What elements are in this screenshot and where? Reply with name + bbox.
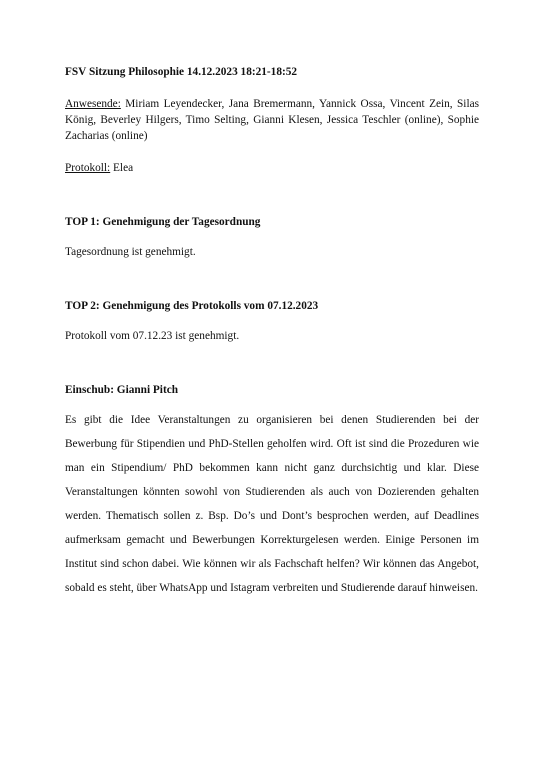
document-title: FSV Sitzung Philosophie 14.12.2023 18:21-18:52 [65, 66, 298, 78]
einschub-heading: Einschub: Gianni Pitch [65, 384, 179, 396]
top1-body: Tagesordnung ist genehmigt. [65, 246, 196, 258]
protocol-author: Elea [110, 162, 134, 174]
top2-heading: TOP 2: Genehmigung des Protokolls vom 07.12.2023 [65, 300, 319, 312]
top2-body: Protokoll vom 07.12.23 ist genehmigt. [65, 330, 240, 342]
attendees-list: Miriam Leyendecker, Jana Bremermann, Yannick Ossa, Vincent Zein, Silas König, Beverley Hilgers, Timo Selting, Gianni Klesen, Jessica Teschler (online), Sophie Zacharias (online) [65, 98, 479, 142]
attendees-paragraph [65, 96, 479, 144]
top1-heading: TOP 1: Genehmigung der Tagesordnung [65, 216, 261, 228]
einschub-body: Es gibt die Idee Veranstaltungen zu organisieren bei denen Studierenden bei der Bewerbung für Stipendien und PhD-Stellen geholfen wird. Oft ist sind die Prozeduren wie man ein Stipendium/ PhD bekommen kann nicht ganz durchsichtig und klar. Diese Veranstaltungen könnten sowohl von Studierenden als auch von Dozierenden gehalten werden. Thematisch sollen z. Bsp. Do’s und Dont’s besprochen werden, auf Deadlines aufmerksam gemacht und Bewerbungen Korrekturgelesen werden. Einige Personen im Institut sind schon dabei. Wie können wir als Fachschaft helfen? Wir können das Angebot, sobald es steht, über WhatsApp und Istagram verbreiten und Studierende darauf hinweisen. [65, 414, 479, 594]
protocol-paragraph [65, 160, 479, 176]
attendees-label: Anwesende: [65, 98, 121, 110]
protocol-label: Protokoll: [65, 162, 111, 174]
document-page [65, 64, 479, 600]
